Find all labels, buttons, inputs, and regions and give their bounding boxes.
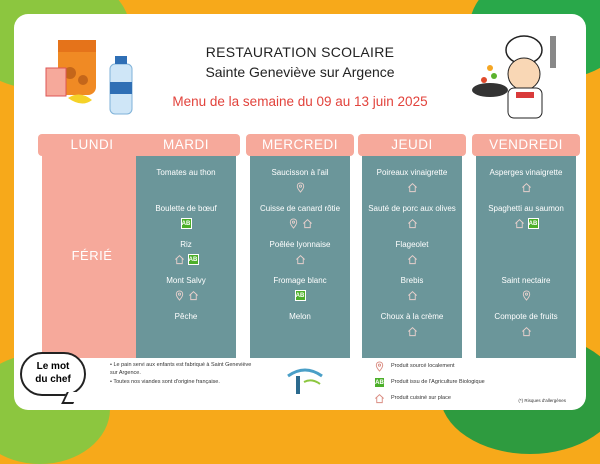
menu-item: Poêlée lyonnaise bbox=[269, 240, 331, 249]
day-column-mardi bbox=[136, 138, 236, 358]
bio-icon: AB bbox=[374, 377, 385, 388]
notes-list bbox=[110, 362, 260, 389]
menu-item: Poireaux vinaigrette bbox=[376, 168, 448, 177]
location-pin-icon bbox=[174, 290, 185, 301]
bio-icon: AB bbox=[528, 218, 539, 229]
week-title: Menu de la semaine du 09 au 13 juin 2025 bbox=[172, 94, 428, 109]
day-header: MERCREDI bbox=[246, 134, 354, 156]
menu-item-icons bbox=[476, 254, 576, 268]
bio-icon: AB bbox=[188, 254, 199, 265]
legend-row bbox=[374, 390, 485, 406]
day-header: JEUDI bbox=[358, 134, 466, 156]
menu-item: Flageolet bbox=[395, 240, 429, 249]
menu-item-icons bbox=[250, 218, 350, 232]
house-icon bbox=[374, 393, 385, 404]
legend-label: Produit sourcé localement bbox=[391, 363, 455, 369]
menu-item-icons bbox=[476, 182, 576, 196]
day-header: VENDREDI bbox=[472, 134, 580, 156]
menu-item: Choux à la crème bbox=[380, 312, 444, 321]
day-column-vendredi bbox=[476, 138, 576, 358]
menu-item-icons bbox=[250, 326, 350, 340]
house-icon bbox=[295, 254, 306, 265]
holiday-label: FÉRIÉ bbox=[71, 248, 113, 263]
menu-item: Saucisson à l'ail bbox=[271, 168, 329, 177]
menu-item bbox=[476, 240, 576, 250]
menu-card bbox=[14, 14, 586, 410]
menu-item: Saint nectaire bbox=[501, 276, 551, 285]
menu-item: Mont Salvy bbox=[166, 276, 206, 285]
menu-item-icons bbox=[250, 182, 350, 196]
menu-item-icons bbox=[476, 326, 576, 340]
menu-item-icons bbox=[362, 254, 462, 268]
menu-item: Pêche bbox=[174, 312, 198, 321]
allergen-note: (*) Risques d'allergènes bbox=[518, 398, 566, 403]
note-item: • Toutes nos viandes sont d'origine française. bbox=[110, 379, 220, 385]
menu-item-icons bbox=[136, 218, 236, 232]
page-subtitle: Sainte Geneviève sur Argence bbox=[205, 64, 395, 80]
day-column-mercredi bbox=[250, 138, 350, 358]
menu-item-icons bbox=[250, 290, 350, 304]
menu-item-icons bbox=[476, 290, 576, 304]
bio-icon: AB bbox=[295, 290, 306, 301]
menu-item: Cuisse de canard rôtie bbox=[259, 204, 341, 213]
house-icon bbox=[407, 326, 418, 337]
day-header: LUNDI bbox=[38, 134, 146, 156]
menu-item: Boulette de bœuf bbox=[155, 204, 217, 213]
legend-row bbox=[374, 374, 485, 390]
argences-logo bbox=[280, 362, 330, 402]
menu-item-icons bbox=[362, 290, 462, 304]
house-icon bbox=[407, 290, 418, 301]
menu-item-icons bbox=[362, 326, 462, 340]
menu-item-icons bbox=[362, 218, 462, 232]
bio-icon: AB bbox=[181, 218, 192, 229]
legend-label: Produit cuisiné sur place bbox=[391, 395, 451, 401]
house-icon bbox=[174, 254, 185, 265]
menu-item: Fromage blanc bbox=[273, 276, 327, 285]
location-pin-icon bbox=[374, 361, 385, 372]
menu-item-icons bbox=[136, 326, 236, 340]
menu-item-icons bbox=[362, 182, 462, 196]
legend bbox=[374, 358, 485, 406]
menu-item-icons bbox=[476, 218, 576, 232]
menu-item: Spaghetti au saumon bbox=[488, 204, 564, 213]
menu-item: Asperges vinaigrette bbox=[489, 168, 563, 177]
page-title: RESTAURATION SCOLAIRE bbox=[205, 44, 395, 60]
day-header: MARDI bbox=[132, 134, 240, 156]
chef-note-line2: du chef bbox=[35, 374, 71, 385]
location-pin-icon bbox=[288, 218, 299, 229]
menu-item-icons bbox=[136, 254, 236, 268]
day-column-jeudi bbox=[362, 138, 462, 358]
day-column-lundi bbox=[42, 138, 142, 358]
menu-item: Tomates au thon bbox=[156, 168, 216, 177]
legend-row bbox=[374, 358, 485, 374]
legend-label: Produit issu de l'Agriculture Biologique bbox=[391, 379, 485, 385]
house-icon bbox=[521, 326, 532, 337]
note-item: • Le pain servi aux enfants est fabriqué à Saint Geneviève sur Argence. bbox=[110, 362, 252, 376]
house-icon bbox=[407, 182, 418, 193]
location-pin-icon bbox=[295, 182, 306, 193]
location-pin-icon bbox=[521, 290, 532, 301]
house-icon bbox=[407, 218, 418, 229]
chef-note-bubble bbox=[20, 352, 86, 396]
house-icon bbox=[521, 182, 532, 193]
menu-item: Compote de fruits bbox=[494, 312, 558, 321]
house-icon bbox=[302, 218, 313, 229]
menu-item-icons bbox=[136, 182, 236, 196]
menu-item: Riz bbox=[180, 240, 192, 249]
menu-item-icons bbox=[136, 290, 236, 304]
house-icon bbox=[407, 254, 418, 265]
menu-item: Sauté de porc aux olives bbox=[368, 204, 456, 213]
menu-item: Brebis bbox=[400, 276, 424, 285]
house-icon bbox=[514, 218, 525, 229]
menu-item: Melon bbox=[289, 312, 311, 321]
chef-note-line1: Le mot bbox=[36, 361, 70, 372]
menu-item-icons bbox=[250, 254, 350, 268]
house-icon bbox=[188, 290, 199, 301]
